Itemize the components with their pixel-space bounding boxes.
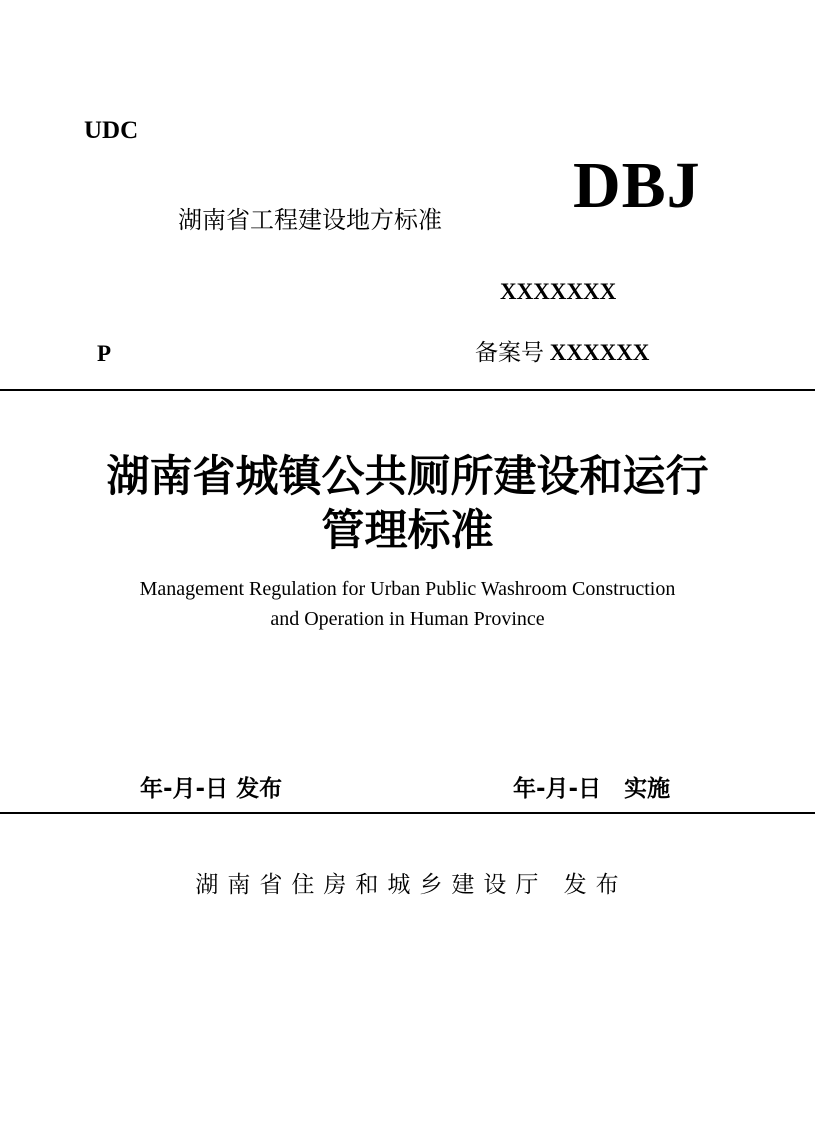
document-title-line-1: 湖南省城镇公共厕所建设和运行 [106,452,709,502]
top-divider [0,389,815,391]
record-number-line [475,335,649,371]
implementation-date: 年-月-日 实施 [513,776,671,802]
standard-category: 湖南省工程建设地方标准 [178,206,442,234]
udc-label: UDC [84,117,139,144]
issuing-authority: 湖南省住房和城乡建设厅 发布 [195,872,628,898]
bottom-divider [0,812,815,814]
record-number: XXXXXX [549,340,650,365]
standard-code: DBJ [573,149,701,222]
record-label: 备案号 [475,340,544,366]
classification-letter: P [97,341,112,366]
english-title-line-1: Management Regulation for Urban Public Washroom Construction [139,578,676,600]
english-title-line-2: and Operation in Human Province [270,608,545,630]
standard-number: XXXXXXX [500,279,617,304]
issue-date: 年-月-日 发布 [140,776,283,802]
document-title-line-2: 管理标准 [321,506,494,556]
